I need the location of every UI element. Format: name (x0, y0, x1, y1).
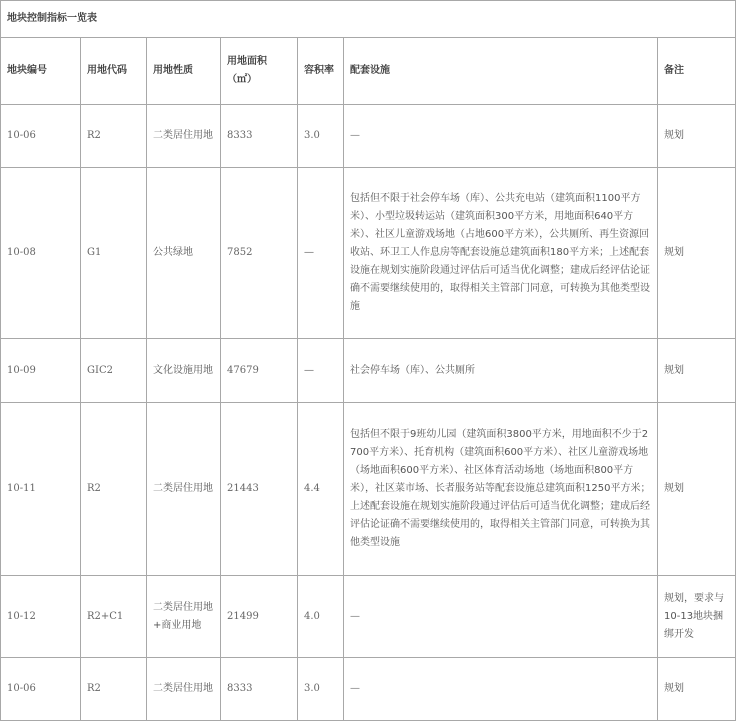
cell-plot-id: 10-09 (1, 339, 81, 403)
table-row (1, 105, 736, 168)
cell-remark: 规划 (658, 168, 736, 339)
cell-land-nature: 公共绿地 (147, 168, 221, 339)
cell-land-code: R2+C1 (81, 576, 147, 658)
cell-remark: 规划 (658, 339, 736, 403)
header-land-area: 用地面积（㎡） (221, 38, 298, 105)
header-facilities: 配套设施 (344, 38, 658, 105)
cell-land-nature: 二类居住用地 (147, 403, 221, 576)
cell-remark: 规划 (658, 658, 736, 721)
header-land-nature: 用地性质 (147, 38, 221, 105)
cell-plot-id: 10-11 (1, 403, 81, 576)
header-plot-ratio: 容积率 (298, 38, 344, 105)
cell-land-area: 47679 (221, 339, 298, 403)
cell-land-code: R2 (81, 658, 147, 721)
header-plot-id: 地块编号 (1, 38, 81, 105)
cell-facilities: 社会停车场（库）、公共厕所 (344, 339, 658, 403)
cell-land-area: 8333 (221, 658, 298, 721)
cell-plot-ratio: — (298, 168, 344, 339)
cell-land-area: 7852 (221, 168, 298, 339)
cell-land-nature: 文化设施用地 (147, 339, 221, 403)
cell-land-area: 21499 (221, 576, 298, 658)
cell-facilities: — (344, 658, 658, 721)
table-row (1, 168, 736, 339)
header-land-code: 用地代码 (81, 38, 147, 105)
cell-plot-ratio: 3.0 (298, 105, 344, 168)
cell-land-code: G1 (81, 168, 147, 339)
cell-facilities: — (344, 105, 658, 168)
cell-land-code: R2 (81, 403, 147, 576)
cell-plot-ratio: — (298, 339, 344, 403)
cell-remark: 规划 (658, 403, 736, 576)
table-row (1, 403, 736, 576)
cell-plot-ratio: 4.4 (298, 403, 344, 576)
table-title: 地块控制指标一览表 (1, 1, 736, 38)
cell-plot-ratio: 3.0 (298, 658, 344, 721)
cell-plot-id: 10-12 (1, 576, 81, 658)
cell-land-code: R2 (81, 105, 147, 168)
table-row (1, 576, 736, 658)
table-row (1, 658, 736, 721)
cell-plot-ratio: 4.0 (298, 576, 344, 658)
cell-facilities: — (344, 576, 658, 658)
cell-land-nature: 二类居住用地 (147, 105, 221, 168)
cell-land-nature: 二类居住用地+商业用地 (147, 576, 221, 658)
cell-land-area: 8333 (221, 105, 298, 168)
cell-plot-id: 10-06 (1, 658, 81, 721)
cell-land-nature: 二类居住用地 (147, 658, 221, 721)
header-remark: 备注 (658, 38, 736, 105)
cell-land-code: GIC2 (81, 339, 147, 403)
cell-facilities: 包括但不限于社会停车场（库）、公共充电站（建筑面积1100平方米）、小型垃圾转运站（建筑面积300平方米，用地面积640平方米）、社区儿童游戏场地（占地600平方米），公共厕所、再生资源回收站、环卫工人作息房等配套设施总建筑面积180平方米；上述配套设施在规划实施阶段通过评估后可适当优化调整；建成后经评估论证确不需要继续使用的，取得相关主管部门同意，可转换为其他类型设施 (344, 168, 658, 339)
cell-remark: 规划 (658, 105, 736, 168)
cell-plot-id: 10-06 (1, 105, 81, 168)
cell-plot-id: 10-08 (1, 168, 81, 339)
header-row (1, 38, 736, 105)
table-row (1, 339, 736, 403)
table-caption-row (1, 1, 736, 38)
cell-land-area: 21443 (221, 403, 298, 576)
cell-facilities: 包括但不限于9班幼儿园（建筑面积3800平方米，用地面积不少于2700平方米）、托育机构（建筑面积600平方米）、社区儿童游戏场地（场地面积600平方米）、社区体育活动场地（场地面积800平方米），社区菜市场、长者服务站等配套设施总建筑面积1250平方米；上述配套设施在规划实施阶段通过评估后可适当优化调整；建成后经评估论证确不需要继续使用的，取得相关主管部门同意，可转换为其他类型设施 (344, 403, 658, 576)
cell-remark: 规划，要求与10-13地块捆绑开发 (658, 576, 736, 658)
